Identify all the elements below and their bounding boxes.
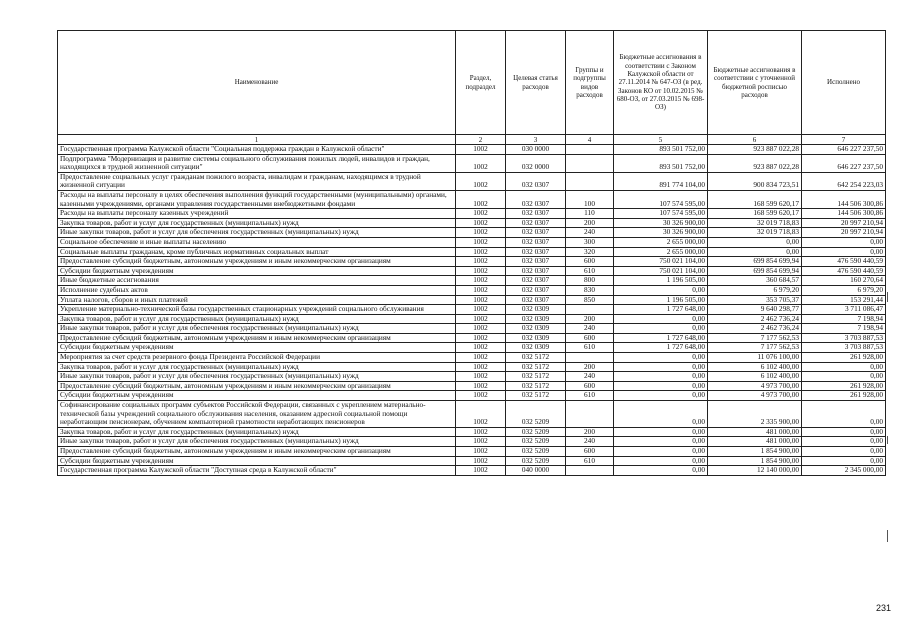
cell-executed: 3 711 086,47 xyxy=(802,305,886,315)
cell-group xyxy=(566,466,614,476)
cell-target: 032 5209 xyxy=(506,401,566,428)
cell-section: 1002 xyxy=(456,391,506,401)
col-number: 7 xyxy=(802,135,886,145)
cell-target: 032 0307 xyxy=(506,218,566,228)
cell-name: Иные закупки товаров, работ и услуг для обеспечения государственных (муниципальных) нужд xyxy=(58,324,456,334)
cell-executed: 20 997 210,94 xyxy=(802,218,886,228)
cell-refined: 2 335 900,00 xyxy=(708,401,802,428)
cell-target: 032 0307 xyxy=(506,276,566,286)
table-row xyxy=(58,266,886,276)
col-header-refined: Бюджетные ассигнования в соответствии с уточненной бюджетной росписью расходов xyxy=(708,31,802,135)
cell-section: 1002 xyxy=(456,456,506,466)
cell-name: Предоставление субсидий бюджетным, автономным учреждениям и иным некоммерческим организациям xyxy=(58,257,456,267)
table-row xyxy=(58,276,886,286)
cell-name: Предоставление субсидий бюджетным, автономным учреждениям и иным некоммерческим организациям xyxy=(58,381,456,391)
cell-group xyxy=(566,172,614,190)
table-row xyxy=(58,305,886,315)
cell-approved: 1 727 648,00 xyxy=(614,333,708,343)
cell-group: 200 xyxy=(566,314,614,324)
cell-target: 032 0309 xyxy=(506,333,566,343)
cell-section: 1002 xyxy=(456,237,506,247)
cell-section: 1002 xyxy=(456,209,506,219)
col-header-name: Наименование xyxy=(58,31,456,135)
cell-executed: 2 345 000,00 xyxy=(802,466,886,476)
table-row xyxy=(58,353,886,363)
cell-name: Социальные выплаты гражданам, кроме публичных нормативных социальных выплат xyxy=(58,247,456,257)
col-number: 4 xyxy=(566,135,614,145)
cell-refined: 0,00 xyxy=(708,247,802,257)
cell-refined: 481 000,00 xyxy=(708,427,802,437)
cell-refined: 6 102 400,00 xyxy=(708,372,802,382)
cell-target: 032 0307 xyxy=(506,190,566,208)
cell-approved: 0,00 xyxy=(614,427,708,437)
cell-group: 610 xyxy=(566,391,614,401)
cell-group: 100 xyxy=(566,190,614,208)
cell-group: 600 xyxy=(566,333,614,343)
cell-target: 040 0000 xyxy=(506,466,566,476)
cell-group: 610 xyxy=(566,266,614,276)
cell-section: 1002 xyxy=(456,447,506,457)
scan-edge-mark xyxy=(887,436,888,444)
cell-group xyxy=(566,353,614,363)
cell-target: 032 0307 xyxy=(506,285,566,295)
cell-group: 240 xyxy=(566,228,614,238)
cell-group xyxy=(566,145,614,155)
cell-section: 1002 xyxy=(456,353,506,363)
cell-approved: 30 326 900,00 xyxy=(614,218,708,228)
table-row xyxy=(58,362,886,372)
cell-executed: 646 227 237,50 xyxy=(802,154,886,172)
table-row xyxy=(58,257,886,267)
cell-approved: 750 021 104,00 xyxy=(614,266,708,276)
cell-approved: 1 196 505,00 xyxy=(614,295,708,305)
cell-section: 1002 xyxy=(456,190,506,208)
cell-refined: 9 640 298,77 xyxy=(708,305,802,315)
cell-approved: 0,00 xyxy=(614,447,708,457)
budget-report-sheet xyxy=(57,30,885,476)
cell-target: 032 5172 xyxy=(506,353,566,363)
cell-name: Субсидии бюджетным учреждениям xyxy=(58,391,456,401)
table-row xyxy=(58,391,886,401)
cell-name: Социальное обеспечение и иные выплаты населению xyxy=(58,237,456,247)
cell-executed: 7 198,94 xyxy=(802,324,886,334)
cell-target: 032 0307 xyxy=(506,172,566,190)
cell-executed: 261 928,00 xyxy=(802,353,886,363)
cell-group: 610 xyxy=(566,343,614,353)
cell-target: 032 0307 xyxy=(506,247,566,257)
cell-target: 032 0307 xyxy=(506,266,566,276)
cell-section: 1002 xyxy=(456,372,506,382)
cell-approved: 0,00 xyxy=(614,362,708,372)
cell-refined: 2 462 736,24 xyxy=(708,324,802,334)
col-number: 2 xyxy=(456,135,506,145)
cell-executed: 153 291,44 xyxy=(802,295,886,305)
cell-target: 032 0000 xyxy=(506,154,566,172)
table-row xyxy=(58,218,886,228)
cell-approved: 2 655 000,00 xyxy=(614,237,708,247)
col-header-group: Группы и подгруппы видов расходов xyxy=(566,31,614,135)
cell-refined: 900 834 723,51 xyxy=(708,172,802,190)
cell-target: 032 5172 xyxy=(506,362,566,372)
cell-target: 032 5172 xyxy=(506,372,566,382)
cell-target: 032 0307 xyxy=(506,237,566,247)
cell-refined: 699 854 699,94 xyxy=(708,266,802,276)
page-number: 231 xyxy=(876,603,892,613)
cell-target: 032 5209 xyxy=(506,427,566,437)
table-row xyxy=(58,466,886,476)
cell-executed: 144 506 300,86 xyxy=(802,209,886,219)
cell-name: Софинансирование социальных программ субъектов Российской Федерации, связанных с укреплением материально-технической базы учреждений социального обслуживания населения, оказанием адресной социальной помощи неработающим пенсионерам, обучением компьютерной грамотности неработающих пенсионеров xyxy=(58,401,456,428)
cell-section: 1002 xyxy=(456,314,506,324)
cell-refined: 7 177 562,53 xyxy=(708,333,802,343)
cell-name: Закупка товаров, работ и услуг для государственных (муниципальных) нужд xyxy=(58,218,456,228)
cell-group xyxy=(566,154,614,172)
cell-section: 1002 xyxy=(456,247,506,257)
cell-executed: 3 703 887,53 xyxy=(802,333,886,343)
col-number: 3 xyxy=(506,135,566,145)
cell-group: 240 xyxy=(566,437,614,447)
cell-approved: 0,00 xyxy=(614,391,708,401)
cell-name: Государственная программа Калужской области "Доступная среда в Калужской области" xyxy=(58,466,456,476)
cell-name: Предоставление субсидий бюджетным, автономным учреждениям и иным некоммерческим организациям xyxy=(58,447,456,457)
cell-name: Иные закупки товаров, работ и услуг для обеспечения государственных (муниципальных) нужд xyxy=(58,372,456,382)
cell-executed: 7 198,94 xyxy=(802,314,886,324)
cell-refined: 6 102 400,00 xyxy=(708,362,802,372)
column-number-row xyxy=(58,135,886,145)
cell-executed: 6 979,20 xyxy=(802,285,886,295)
cell-section: 1002 xyxy=(456,228,506,238)
cell-executed: 476 590 440,59 xyxy=(802,266,886,276)
cell-executed: 144 506 300,86 xyxy=(802,190,886,208)
cell-target: 032 0309 xyxy=(506,314,566,324)
cell-approved: 107 574 595,00 xyxy=(614,209,708,219)
table-row xyxy=(58,228,886,238)
cell-group: 200 xyxy=(566,218,614,228)
cell-refined: 360 684,57 xyxy=(708,276,802,286)
cell-group xyxy=(566,305,614,315)
cell-name: Исполнение судебных актов xyxy=(58,285,456,295)
cell-refined: 0,00 xyxy=(708,237,802,247)
cell-target: 032 5209 xyxy=(506,447,566,457)
cell-executed: 476 590 440,59 xyxy=(802,257,886,267)
cell-target: 032 5209 xyxy=(506,456,566,466)
table-row xyxy=(58,372,886,382)
cell-target: 032 0307 xyxy=(506,228,566,238)
cell-name: Закупка товаров, работ и услуг для государственных (муниципальных) нужд xyxy=(58,314,456,324)
cell-name: Иные бюджетные ассигнования xyxy=(58,276,456,286)
table-row xyxy=(58,401,886,428)
cell-section: 1002 xyxy=(456,145,506,155)
cell-group: 830 xyxy=(566,285,614,295)
cell-group: 240 xyxy=(566,372,614,382)
cell-name: Расходы на выплаты персоналу в целях обеспечения выполнения функций государственными (муниципальными) органами, казенными учреждениями, органами управления государственными внебюджетными фондами xyxy=(58,190,456,208)
cell-approved: 0,00 xyxy=(614,381,708,391)
cell-target: 032 0309 xyxy=(506,343,566,353)
cell-name: Предоставление социальных услуг гражданам пожилого возраста, инвалидам и гражданам, находящимся в трудной жизненной ситуации xyxy=(58,172,456,190)
cell-approved: 1 727 648,00 xyxy=(614,343,708,353)
col-number: 6 xyxy=(708,135,802,145)
cell-group: 610 xyxy=(566,456,614,466)
cell-refined: 923 887 022,28 xyxy=(708,145,802,155)
cell-approved: 2 655 000,00 xyxy=(614,247,708,257)
cell-approved: 1 196 505,00 xyxy=(614,276,708,286)
cell-group: 850 xyxy=(566,295,614,305)
cell-section: 1002 xyxy=(456,362,506,372)
cell-section: 1002 xyxy=(456,172,506,190)
cell-target: 032 5172 xyxy=(506,381,566,391)
cell-group: 200 xyxy=(566,427,614,437)
cell-executed: 261 928,00 xyxy=(802,381,886,391)
cell-section: 1002 xyxy=(456,427,506,437)
cell-group: 300 xyxy=(566,237,614,247)
cell-executed: 0,00 xyxy=(802,362,886,372)
table-row xyxy=(58,172,886,190)
cell-name: Субсидии бюджетным учреждениям xyxy=(58,266,456,276)
cell-approved: 0,00 xyxy=(614,324,708,334)
cell-name: Субсидии бюджетным учреждениям xyxy=(58,456,456,466)
col-header-target: Целевая статья расходов xyxy=(506,31,566,135)
cell-refined: 4 973 700,00 xyxy=(708,391,802,401)
cell-executed: 20 997 210,94 xyxy=(802,228,886,238)
table-row xyxy=(58,427,886,437)
table-row xyxy=(58,237,886,247)
cell-refined: 1 854 900,00 xyxy=(708,447,802,457)
cell-executed: 261 928,00 xyxy=(802,391,886,401)
cell-approved: 0,00 xyxy=(614,285,708,295)
cell-executed: 646 227 237,50 xyxy=(802,145,886,155)
cell-name: Иные закупки товаров, работ и услуг для обеспечения государственных (муниципальных) нужд xyxy=(58,228,456,238)
cell-group: 110 xyxy=(566,209,614,219)
cell-executed: 0,00 xyxy=(802,237,886,247)
cell-refined: 699 854 699,94 xyxy=(708,257,802,267)
header-row xyxy=(58,31,886,135)
cell-refined: 168 599 620,17 xyxy=(708,209,802,219)
cell-executed: 160 270,64 xyxy=(802,276,886,286)
cell-section: 1002 xyxy=(456,285,506,295)
cell-refined: 32 019 718,83 xyxy=(708,218,802,228)
cell-name: Укрепление материально-технической базы государственных стационарных учреждений социального обслуживания xyxy=(58,305,456,315)
cell-section: 1002 xyxy=(456,343,506,353)
cell-group: 600 xyxy=(566,381,614,391)
table-row xyxy=(58,154,886,172)
cell-approved: 0,00 xyxy=(614,437,708,447)
col-header-section: Раздел, подраздел xyxy=(456,31,506,135)
cell-approved: 0,00 xyxy=(614,353,708,363)
cell-approved: 750 021 104,00 xyxy=(614,257,708,267)
cell-refined: 11 076 100,00 xyxy=(708,353,802,363)
cell-name: Государственная программа Калужской области "Социальная поддержка граждан в Калужской области" xyxy=(58,145,456,155)
cell-section: 1002 xyxy=(456,437,506,447)
budget-table xyxy=(57,30,886,476)
cell-executed: 0,00 xyxy=(802,456,886,466)
cell-section: 1002 xyxy=(456,333,506,343)
cell-executed: 0,00 xyxy=(802,401,886,428)
cell-section: 1002 xyxy=(456,324,506,334)
cell-target: 032 0307 xyxy=(506,209,566,219)
cell-group: 200 xyxy=(566,362,614,372)
cell-section: 1002 xyxy=(456,305,506,315)
table-row xyxy=(58,190,886,208)
table-row xyxy=(58,209,886,219)
cell-approved: 891 774 104,00 xyxy=(614,172,708,190)
cell-group: 800 xyxy=(566,276,614,286)
table-row xyxy=(58,343,886,353)
cell-target: 032 0309 xyxy=(506,305,566,315)
cell-section: 1002 xyxy=(456,257,506,267)
cell-executed: 0,00 xyxy=(802,247,886,257)
cell-name: Мероприятия за счет средств резервного фонда Президента Российской Федерации xyxy=(58,353,456,363)
cell-target: 032 0307 xyxy=(506,257,566,267)
cell-executed: 642 254 223,03 xyxy=(802,172,886,190)
cell-name: Субсидии бюджетным учреждениям xyxy=(58,343,456,353)
table-row xyxy=(58,285,886,295)
cell-refined: 168 599 620,17 xyxy=(708,190,802,208)
cell-target: 032 5209 xyxy=(506,437,566,447)
table-row xyxy=(58,333,886,343)
table-row xyxy=(58,437,886,447)
cell-refined: 1 854 900,00 xyxy=(708,456,802,466)
cell-refined: 353 705,37 xyxy=(708,295,802,305)
cell-approved: 0,00 xyxy=(614,372,708,382)
cell-target: 032 0309 xyxy=(506,324,566,334)
cell-section: 1002 xyxy=(456,154,506,172)
col-number: 1 xyxy=(58,135,456,145)
cell-name: Расходы на выплаты персоналу казенных учреждений xyxy=(58,209,456,219)
cell-executed: 0,00 xyxy=(802,372,886,382)
cell-section: 1002 xyxy=(456,266,506,276)
cell-section: 1002 xyxy=(456,401,506,428)
cell-section: 1002 xyxy=(456,381,506,391)
cell-approved: 893 501 752,00 xyxy=(614,154,708,172)
cell-group xyxy=(566,401,614,428)
cell-executed: 0,00 xyxy=(802,427,886,437)
cell-refined: 12 140 000,00 xyxy=(708,466,802,476)
cell-name: Иные закупки товаров, работ и услуг для обеспечения государственных (муниципальных) нужд xyxy=(58,437,456,447)
table-row xyxy=(58,381,886,391)
cell-section: 1002 xyxy=(456,276,506,286)
cell-executed: 3 703 887,53 xyxy=(802,343,886,353)
cell-approved: 107 574 595,00 xyxy=(614,190,708,208)
cell-name: Закупка товаров, работ и услуг для государственных (муниципальных) нужд xyxy=(58,362,456,372)
table-row xyxy=(58,247,886,257)
cell-group: 320 xyxy=(566,247,614,257)
cell-approved: 0,00 xyxy=(614,456,708,466)
table-body xyxy=(58,145,886,476)
col-number: 5 xyxy=(614,135,708,145)
cell-refined: 7 177 562,53 xyxy=(708,343,802,353)
cell-name: Уплата налогов, сборов и иных платежей xyxy=(58,295,456,305)
table-row xyxy=(58,324,886,334)
cell-approved: 0,00 xyxy=(614,466,708,476)
cell-target: 032 5172 xyxy=(506,391,566,401)
table-row xyxy=(58,456,886,466)
cell-target: 030 0000 xyxy=(506,145,566,155)
cell-executed: 0,00 xyxy=(802,437,886,447)
cell-refined: 2 462 736,24 xyxy=(708,314,802,324)
scan-edge-mark xyxy=(887,292,888,302)
cell-refined: 923 887 022,28 xyxy=(708,154,802,172)
table-row xyxy=(58,295,886,305)
cell-section: 1002 xyxy=(456,466,506,476)
col-header-executed: Исполнено xyxy=(802,31,886,135)
cell-group: 600 xyxy=(566,257,614,267)
cell-name: Предоставление субсидий бюджетным, автономным учреждениям и иным некоммерческим организациям xyxy=(58,333,456,343)
cell-approved: 893 501 752,00 xyxy=(614,145,708,155)
cell-refined: 481 000,00 xyxy=(708,437,802,447)
cell-name: Закупка товаров, работ и услуг для государственных (муниципальных) нужд xyxy=(58,427,456,437)
cell-approved: 0,00 xyxy=(614,314,708,324)
cell-refined: 4 973 700,00 xyxy=(708,381,802,391)
cell-group: 240 xyxy=(566,324,614,334)
cell-approved: 1 727 648,00 xyxy=(614,305,708,315)
cell-name: Подпрограмма "Модернизация и развитие системы социального обслуживания пожилых людей, инвалидов и граждан, находящихся в трудной жизненной ситуации" xyxy=(58,154,456,172)
scan-edge-mark xyxy=(887,530,888,542)
col-header-approved: Бюджетные ассигнования в соответствии с Законом Калужской области от 27.11.2014 № 647-ОЗ (в ред. Законов КО от 10.02.2015 № 680-ОЗ, от 27.03.2015 № 698-ОЗ) xyxy=(614,31,708,135)
cell-section: 1002 xyxy=(456,295,506,305)
table-row xyxy=(58,447,886,457)
table-row xyxy=(58,314,886,324)
cell-group: 600 xyxy=(566,447,614,457)
cell-section: 1002 xyxy=(456,218,506,228)
cell-approved: 0,00 xyxy=(614,401,708,428)
cell-target: 032 0307 xyxy=(506,295,566,305)
cell-executed: 0,00 xyxy=(802,447,886,457)
table-row xyxy=(58,145,886,155)
cell-refined: 32 019 718,83 xyxy=(708,228,802,238)
cell-approved: 30 326 900,00 xyxy=(614,228,708,238)
cell-refined: 6 979,20 xyxy=(708,285,802,295)
